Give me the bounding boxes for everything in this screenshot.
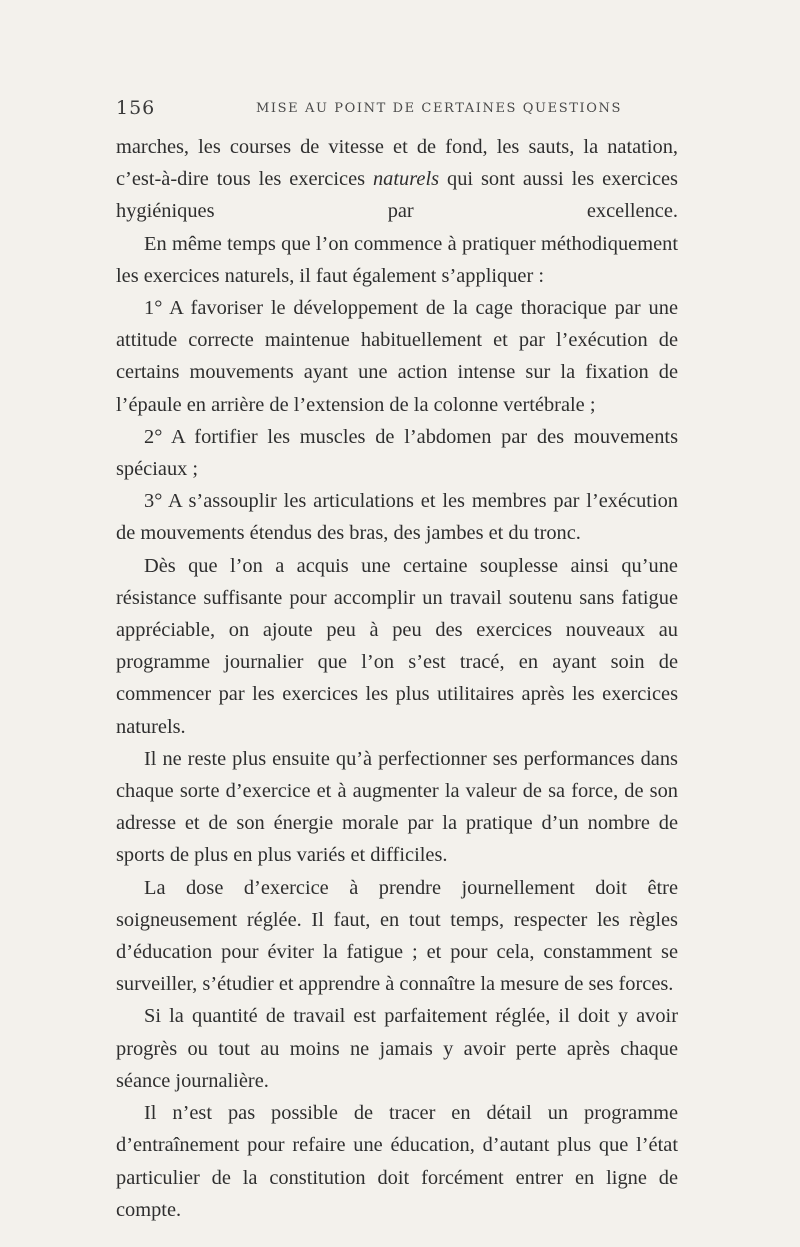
paragraph-10: Il n’est pas possible de tracer en détail un programme d’entraînement pour refaire une éducation, d’autant plus que l’état particulier de la constitution doit forcément entrer en ligne de compte.: [116, 1102, 678, 1221]
paragraph-5: 3° A s’assouplir les articulations et les membres par l’exécution de mouvements étendus des bras, des jambes et du tronc.: [116, 490, 678, 545]
paragraph-7: Il ne reste plus ensuite qu’à perfectionner ses performances dans chaque sorte d’exercice et à augmenter la valeur de sa force, de son adresse et de son énergie morale par la pratique d’un nombre de sports de plus en plus variés et difficiles.: [116, 747, 678, 867]
running-title: MISE AU POINT DE CERTAINES QUESTIONS: [256, 101, 622, 116]
paragraph-4: 2° A fortifier les muscles de l’abdomen par des mouvements spéciaux ;: [116, 425, 678, 481]
page-number: 156: [116, 97, 156, 119]
paragraph-8: La dose d’exercice à prendre journellement doit être soigneusement réglée. Il faut, en tout temps, respecter les règles d’éducation pour éviter la fatigue ; et pour cela, constamment se surveiller, s’étudier et apprendre à connaître la mesure de ses forces.: [116, 876, 678, 996]
paragraph-6: Dès que l’on a acquis une certaine souplesse ainsi qu’une résistance suffisante pour accomplir un travail soutenu sans fatigue appréciable, on ajoute peu à peu des exercices nouveaux au programme journalier que l’on s’est tracé, en ayant soin de commencer par les exercices les plus utilitaires après les exercices naturels.: [116, 554, 678, 738]
paragraph-1: marches, les courses de vitesse et de fond, les sauts, la natation, c’est-à-dire tous les exercices naturels qui sont aussi les exercices hygiéniques par excellence.: [116, 136, 678, 223]
paragraph-3: 1° A favoriser le développement de la cage thoracique par une attitude correcte maintenue habituellement et par l’exécution de certains mouvements ayant une action intense sur la fixation de l’épaule en arrière de l’extension de la colonne vertébrale ;: [116, 297, 678, 416]
body-text: [116, 131, 678, 1226]
paragraph-9: Si la quantité de travail est parfaitement réglée, il doit y avoir progrès ou tout au moins ne jamais y avoir perte après chaque séance journalière.: [116, 1005, 678, 1092]
page-header: [116, 97, 684, 123]
italic-word: naturels: [372, 168, 440, 191]
paragraph-2: En même temps que l’on commence à pratiquer méthodiquement les exercices naturels, il faut également s’appliquer :: [116, 232, 678, 287]
